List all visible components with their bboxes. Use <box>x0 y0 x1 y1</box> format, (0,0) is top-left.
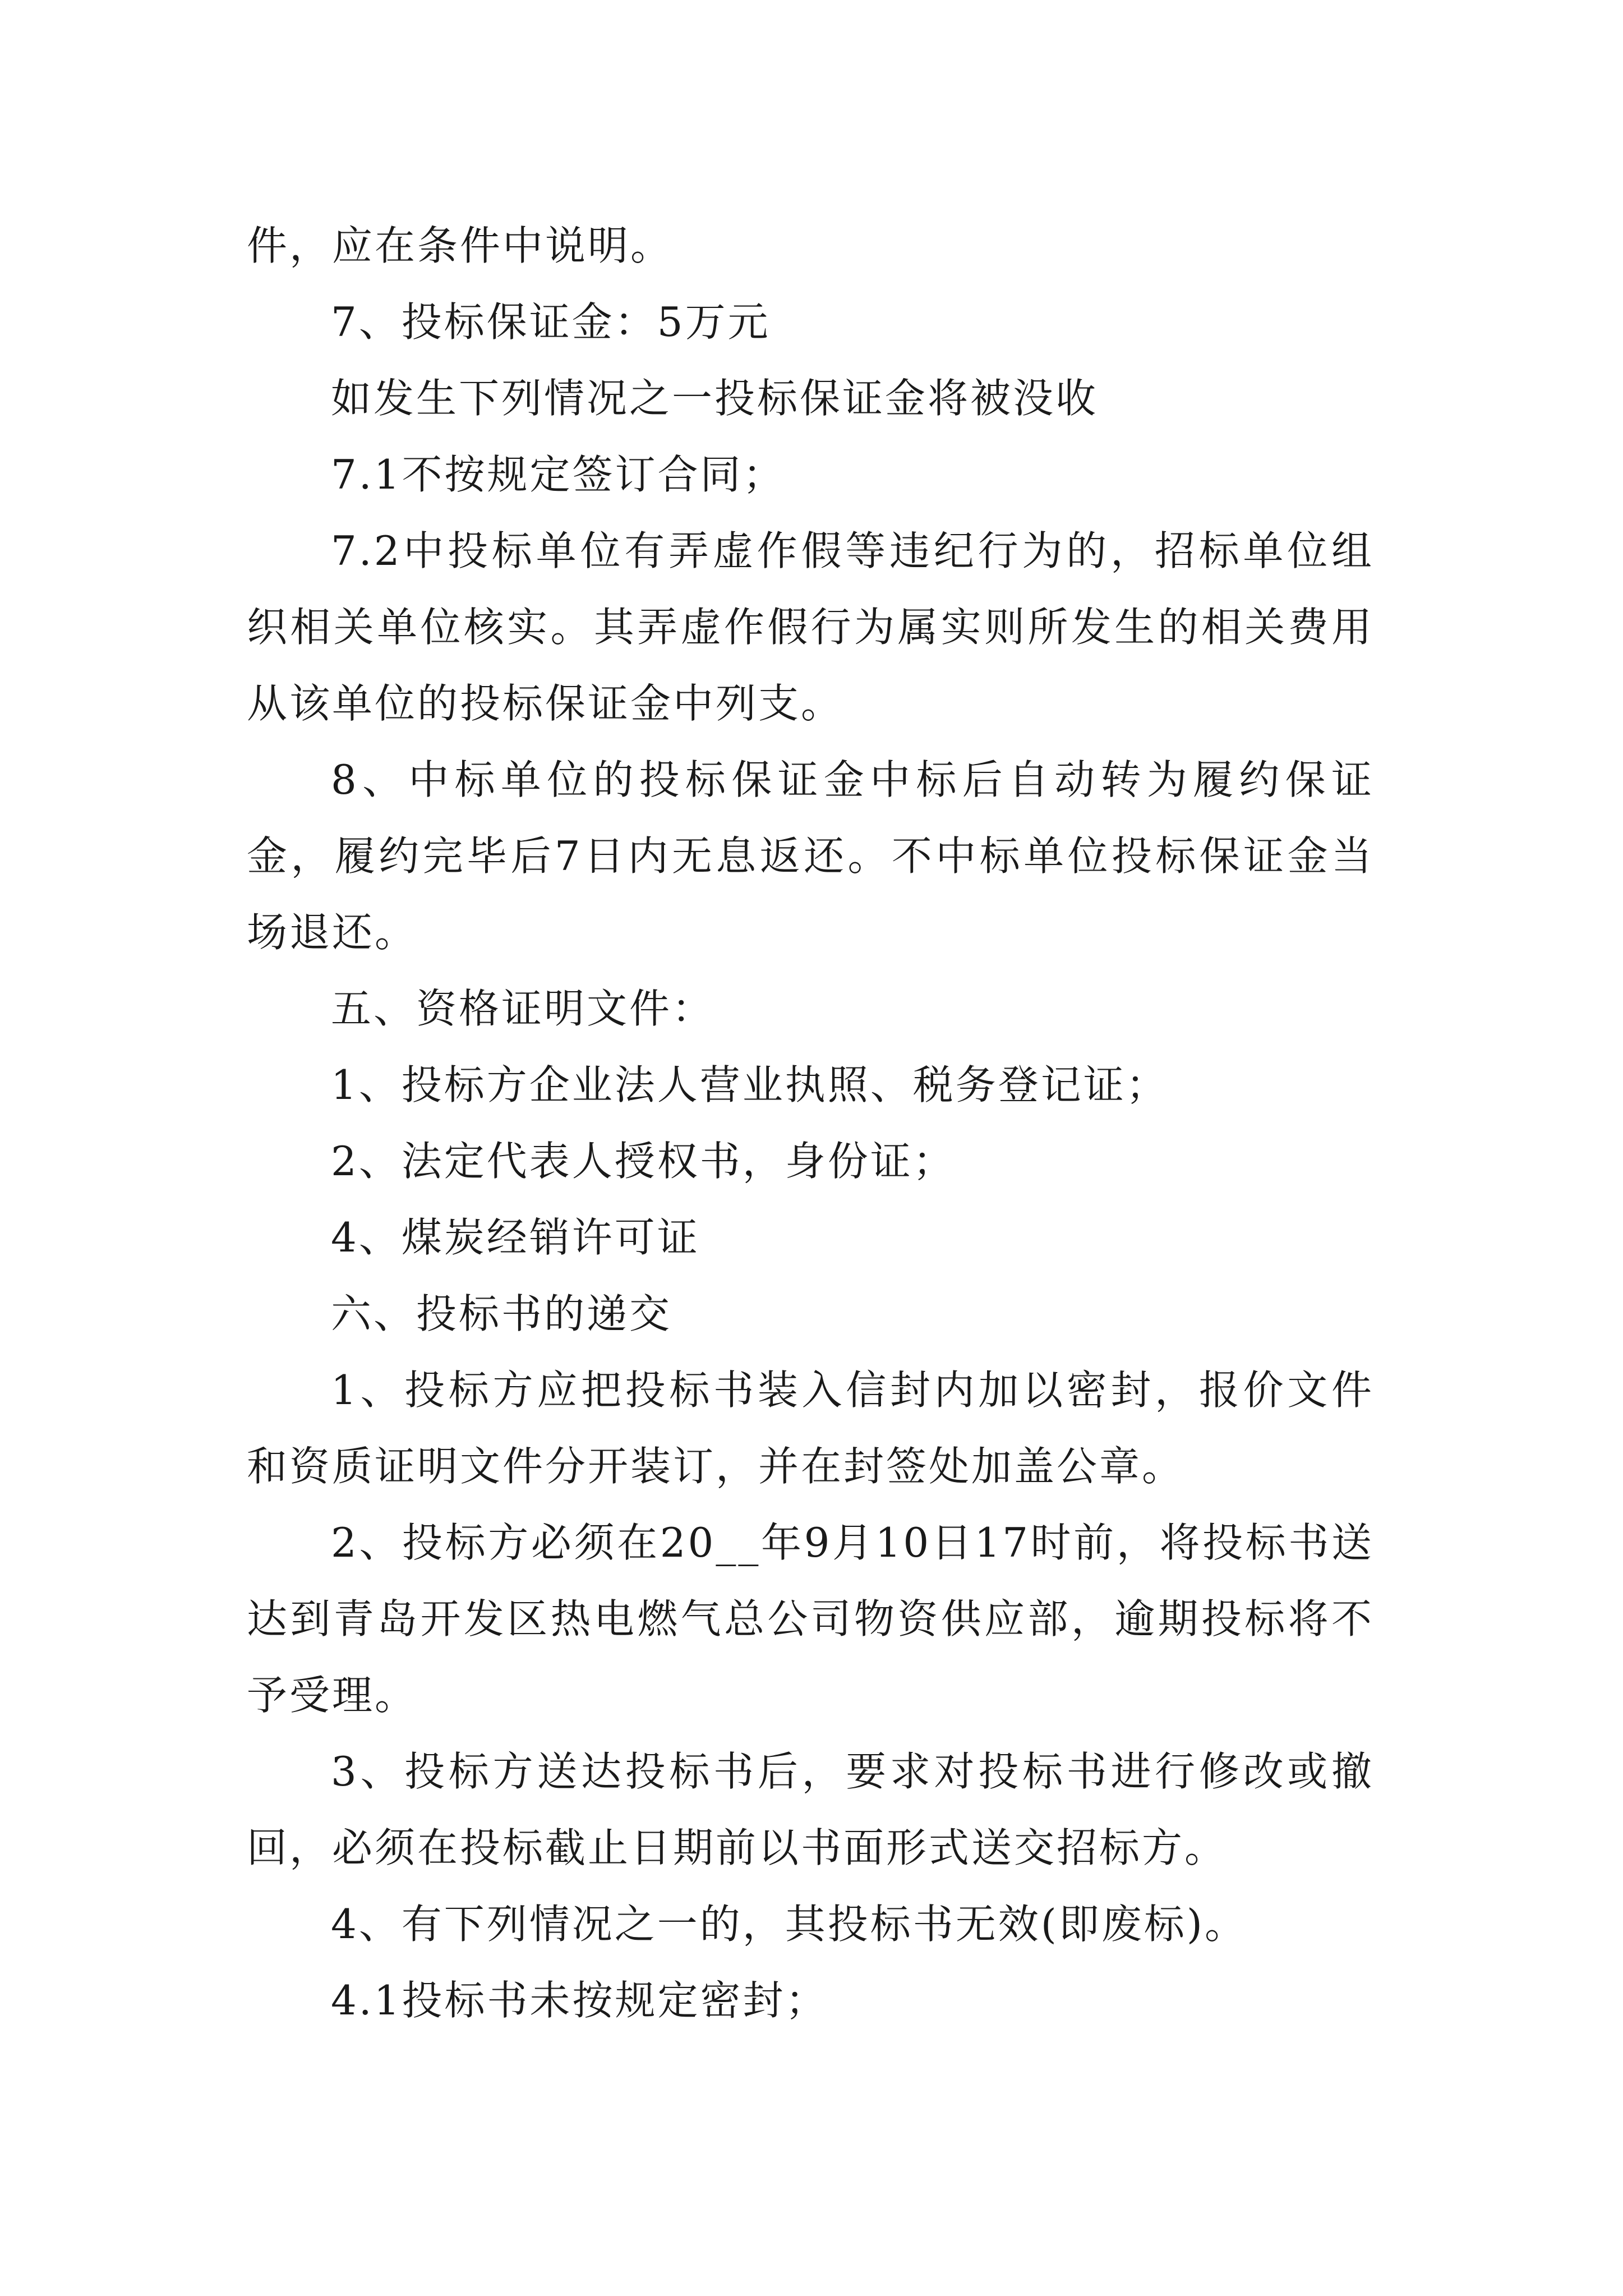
paragraph-4-1: 4.1投标书未按规定密封； <box>331 1977 828 2024</box>
paragraph-qualification-4: 4、煤炭经销许可证 <box>331 1214 700 1261</box>
paragraph-continuation: 件，应在条件中说明。 <box>247 222 674 269</box>
paragraph-submission-4: 4、有下列情况之一的，其投标书无效(即废标)。 <box>331 1901 1247 1948</box>
heading-qualification-docs: 五、资格证明文件： <box>331 985 715 1032</box>
paragraph-forfeit-conditions: 如发生下列情况之一投标保证金将被没收 <box>331 375 1099 422</box>
document-body <box>247 208 1374 2039</box>
paragraph-qualification-2: 2、法定代表人授权书，身份证； <box>331 1138 956 1185</box>
paragraph-qualification-1: 1、投标方企业法人营业执照、税务登记证； <box>331 1061 1169 1108</box>
paragraph-bid-bond: 7、投标保证金：5万元 <box>331 298 771 346</box>
paragraph-submission-2: 2、投标方必须在20__年9月10日17时前，将投标书送达到青岛开发区热电燃气总公司物资供应部，逾期投标将不予受理。 <box>247 1519 1374 1719</box>
paragraph-7-2: 7.2中投标单位有弄虚作假等违纪行为的，招标单位组织相关单位核实。其弄虚作假行为属实则所发生的相关费用从该单位的投标保证金中列支。 <box>247 527 1374 727</box>
paragraph-7-1: 7.1不按规定签订合同； <box>331 451 786 498</box>
paragraph-8: 8、中标单位的投标保证金中标后自动转为履约保证金，履约完毕后7日内无息返还。不中标单位投标保证金当场退还。 <box>247 756 1374 956</box>
heading-bid-submission: 六、投标书的递交 <box>331 1290 672 1337</box>
paragraph-submission-1: 1、投标方应把投标书装入信封内加以密封，报价文件和资质证明文件分开装订，并在封签处加盖公章。 <box>247 1366 1374 1490</box>
paragraph-submission-3: 3、投标方送达投标书后，要求对投标书进行修改或撤回，必须在投标截止日期前以书面形式送交招标方。 <box>247 1748 1374 1871</box>
